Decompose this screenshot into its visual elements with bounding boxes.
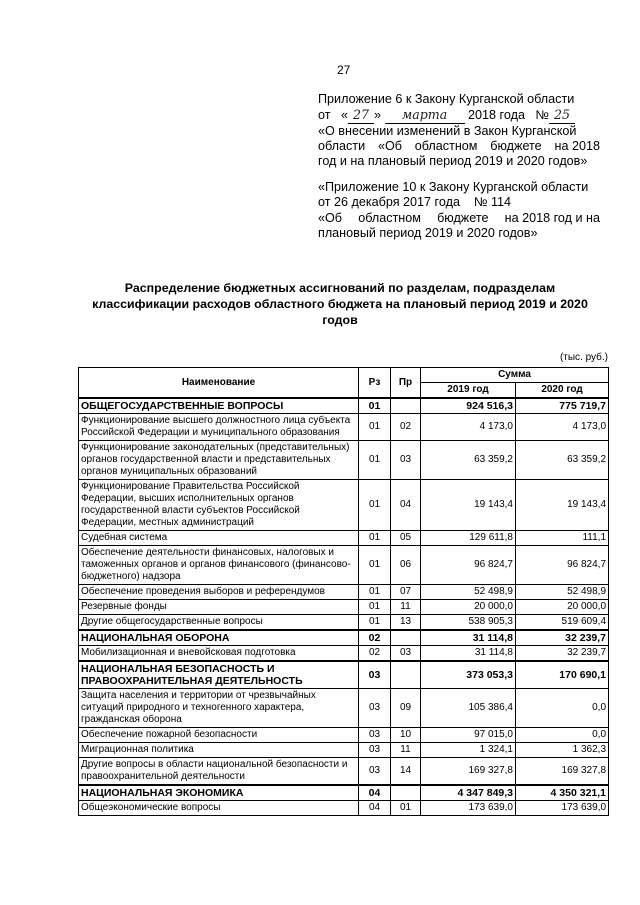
appendix-6-justified-line [318,139,600,154]
row-name: ОБЩЕГОСУДАРСТВЕННЫЕ ВОПРОСЫ [79,398,359,414]
row-rz: 01 [359,531,391,546]
unit-label: (тыс. руб.) [559,352,608,363]
row-value-2019: 20 000,0 [421,600,516,615]
from-label: от [318,108,331,123]
table-row [79,414,609,441]
row-value-2019: 924 516,3 [421,398,516,414]
row-name: Обеспечение проведения выборов и референдумов [79,585,359,600]
appendix-10-line: от 26 декабря 2017 года № 114 [318,195,512,210]
table-row [79,600,609,615]
handwritten-number: 25 [549,107,575,123]
row-rz: 03 [359,728,391,743]
row-pr: 07 [391,585,421,600]
year-text: 2018 года [468,108,525,123]
row-pr: 04 [391,480,421,531]
row-name: НАЦИОНАЛЬНАЯ БЕЗОПАСНОСТЬ И ПРАВООХРАНИТЕЛЬНАЯ ДЕЯТЕЛЬНОСТЬ [79,661,359,689]
table-row [79,585,609,600]
header-2020: 2020 год [516,383,609,399]
row-pr: 02 [391,414,421,441]
row-rz: 01 [359,441,391,480]
row-name: Обеспечение пожарной безопасности [79,728,359,743]
row-rz: 04 [359,801,391,816]
row-rz: 01 [359,546,391,585]
budget-table [78,367,609,816]
row-pr: 11 [391,600,421,615]
header-name: Наименование [79,368,359,399]
row-pr [391,398,421,414]
row-value-2020: 52 498,9 [516,585,609,600]
row-pr [391,661,421,689]
appendix-10-line: «Приложение 10 к Закону Курганской области [318,180,589,194]
row-pr: 06 [391,546,421,585]
row-name: Функционирование законодательных (представительных) органов государственной власти и представительных органов муниципальных образований [79,441,359,480]
row-pr: 11 [391,743,421,758]
table-row [79,615,609,631]
row-value-2020: 0,0 [516,728,609,743]
document-title: Распределение бюджетных ассигнований по разделам, подразделам классификации расходов областного бюджета на плановый период 2019 и 2020 годов [92,281,588,327]
row-name: Общеэкономические вопросы [79,801,359,816]
row-value-2020: 20 000,0 [516,600,609,615]
word: области [318,138,366,153]
row-pr [391,785,421,801]
row-rz: 04 [359,785,391,801]
row-name: НАЦИОНАЛЬНАЯ ОБОРОНА [79,630,359,646]
quote: » [374,108,382,123]
table-row [79,646,609,662]
row-value-2020: 169 327,8 [516,758,609,786]
handwritten-day: 27 [348,107,374,123]
row-name: Обеспечение деятельности финансовых, налоговых и таможенных органов и органов финансового (финансово-бюджетного) надзора [79,546,359,585]
row-pr: 10 [391,728,421,743]
row-name: Защита населения и территории от чрезвычайных ситуаций природного и техногенного характера, гражданская оборона [79,689,359,728]
word: «Об [318,210,343,225]
row-value-2019: 173 639,0 [421,801,516,816]
row-value-2020: 111,1 [516,531,609,546]
row-value-2020: 170 690,1 [516,661,609,689]
table-row [79,689,609,728]
row-value-2019: 31 114,8 [421,630,516,646]
appendix-6-line: Приложение 6 к Закону Курганской области [318,92,575,106]
row-value-2019: 97 015,0 [421,728,516,743]
row-value-2019: 1 324,1 [421,743,516,758]
row-name: Другие вопросы в области национальной безопасности и правоохранительной деятельности [79,758,359,786]
table-row [79,480,609,531]
row-rz: 02 [359,630,391,646]
row-pr: 14 [391,758,421,786]
table-row [79,758,609,786]
row-name: Судебная система [79,531,359,546]
row-value-2019: 373 053,3 [421,661,516,689]
row-name: Мобилизационная и вневойсковая подготовка [79,646,359,662]
row-rz: 01 [359,414,391,441]
word: бюджете [490,138,542,153]
row-value-2019: 31 114,8 [421,646,516,662]
header-2019: 2019 год [421,383,516,399]
row-rz: 01 [359,615,391,631]
row-value-2020: 32 239,7 [516,646,609,662]
row-value-2020: 96 824,7 [516,546,609,585]
row-rz: 01 [359,398,391,414]
row-value-2020: 19 143,4 [516,480,609,531]
row-pr: 13 [391,615,421,631]
word: на 2018 [554,138,600,153]
table-row [79,546,609,585]
row-pr: 03 [391,646,421,662]
row-value-2020: 0,0 [516,689,609,728]
row-value-2019: 538 905,3 [421,615,516,631]
row-pr: 09 [391,689,421,728]
table-row [79,801,609,816]
row-rz: 02 [359,646,391,662]
row-rz: 03 [359,743,391,758]
word: областном [358,210,421,225]
appendix-6-date-line [318,107,600,123]
row-pr: 05 [391,531,421,546]
appendix-10-header [318,180,600,241]
word: областном [414,138,478,153]
row-name: Функционирование Правительства Российской Федерации, высших исполнительных органов государственной власти субъектов Российской Федерации, местных администраций [79,480,359,531]
row-rz: 03 [359,661,391,689]
row-value-2019: 4 173,0 [421,414,516,441]
number-sign: № [535,108,549,123]
row-value-2019: 4 347 849,3 [421,785,516,801]
row-value-2020: 4 173,0 [516,414,609,441]
quote: « [341,108,349,123]
row-value-2020: 63 359,2 [516,441,609,480]
appendix-10-justified-line [318,211,600,226]
handwritten-month: марта [385,107,465,123]
header-pr: Пр [391,368,421,399]
row-rz: 03 [359,689,391,728]
row-name: Резервные фонды [79,600,359,615]
word: на 2018 год и на [504,210,600,225]
appendix-6-line: «О внесении изменений в Закон Курганской [318,123,577,138]
table-row [79,398,609,414]
row-name: Другие общегосударственные вопросы [79,615,359,631]
row-value-2020: 4 350 321,1 [516,785,609,801]
row-pr [391,630,421,646]
row-value-2019: 169 327,8 [421,758,516,786]
table-row [79,630,609,646]
row-value-2020: 1 362,3 [516,743,609,758]
row-value-2019: 63 359,2 [421,441,516,480]
appendix-6-line: год и на плановый период 2019 и 2020 годов» [318,154,588,169]
table-row [79,661,609,689]
row-value-2019: 52 498,9 [421,585,516,600]
row-value-2019: 105 386,4 [421,689,516,728]
row-pr: 01 [391,801,421,816]
table-row [79,531,609,546]
row-pr: 03 [391,441,421,480]
appendix-10-line: плановый период 2019 и 2020 годов» [318,225,538,240]
row-name: НАЦИОНАЛЬНАЯ ЭКОНОМИКА [79,785,359,801]
page-number: 27 [337,63,351,77]
row-value-2019: 96 824,7 [421,546,516,585]
row-value-2020: 32 239,7 [516,630,609,646]
row-rz: 01 [359,600,391,615]
table-row [79,785,609,801]
row-value-2020: 173 639,0 [516,801,609,816]
row-value-2019: 129 611,8 [421,531,516,546]
word: бюджете [437,210,489,225]
row-value-2020: 775 719,7 [516,398,609,414]
row-rz: 01 [359,480,391,531]
row-name: Функционирование высшего должностного лица субъекта Российской Федерации и муниципального образования [79,414,359,441]
table-row [79,441,609,480]
header-rz: Рз [359,368,391,399]
row-name: Миграционная политика [79,743,359,758]
table-row [79,728,609,743]
row-value-2019: 19 143,4 [421,480,516,531]
word: «Об [377,138,402,153]
table-row [79,743,609,758]
row-rz: 01 [359,585,391,600]
header-sum: Сумма [421,368,609,383]
row-rz: 03 [359,758,391,786]
row-value-2020: 519 609,4 [516,615,609,631]
appendix-6-header [318,92,600,169]
